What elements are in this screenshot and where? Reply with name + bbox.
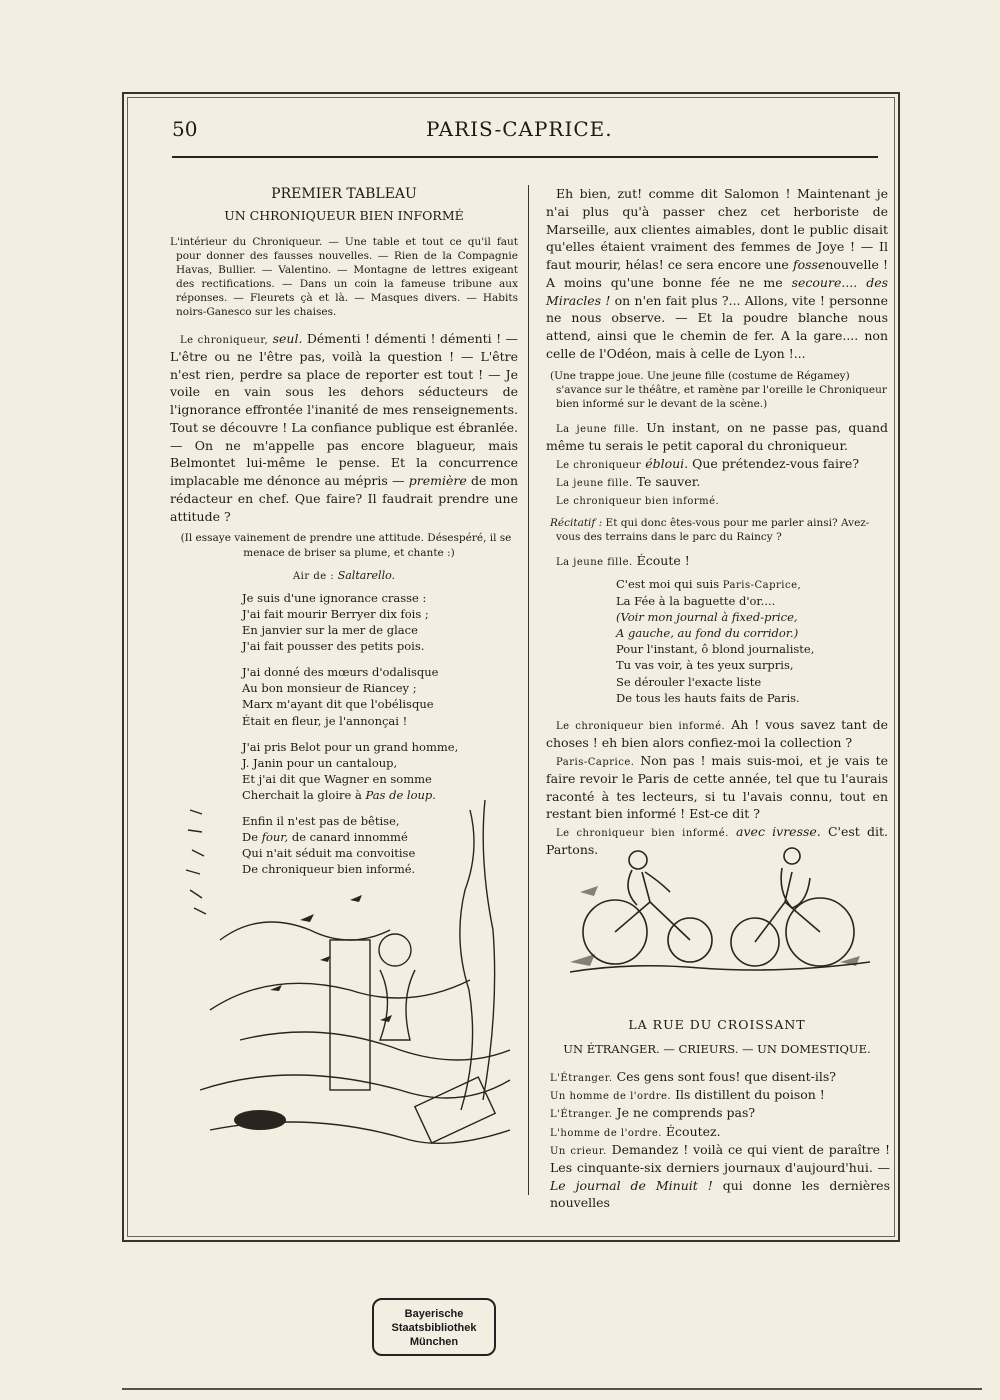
- stamp-line: Bayerische: [404, 1308, 464, 1320]
- speaker-label: L'Étranger.: [550, 1109, 613, 1121]
- verse-line: A gauche, au fond du corridor.): [616, 626, 799, 641]
- speaker-label: Le chroniqueur bien informé.: [556, 496, 720, 508]
- line-text: Ah ! vous savez tant de choses ! eh bien alors confiez-moi la collection ?: [546, 716, 888, 750]
- line-text: Écoutez.: [665, 1123, 721, 1139]
- stage-direction-inline: seul.: [272, 330, 303, 346]
- line-text: Un instant, on ne passe pas, quand même tu serais le petit caporal du chroniqueur.: [546, 420, 888, 454]
- verse-line: Pour l'instant, ô blond journaliste,: [616, 642, 815, 657]
- verse-line: De tous les hauts faits de Paris.: [616, 690, 800, 705]
- speaker-label: La jeune fille.: [556, 556, 633, 568]
- speaker-label: Un homme de l'ordre.: [550, 1091, 672, 1103]
- verse-text: Cherchait la gloire à: [242, 787, 362, 802]
- speaker-label: Le chroniqueur bien informé.: [556, 720, 726, 732]
- verse-line: Se dérouler l'exacte liste: [616, 674, 762, 689]
- right-column: [546, 185, 888, 859]
- verse-line: En janvier sur la mer de glace: [242, 623, 418, 638]
- verse-line: Était en fleur, je l'annonçai !: [242, 713, 408, 728]
- speaker-label: La jeune fille.: [556, 478, 633, 490]
- verse-line: J'ai donné des mœurs d'odalisque: [242, 665, 439, 680]
- speech-text-end: de mon rédacteur en chef. Que faire? Il faudrait prendre une attitude ?: [170, 473, 518, 524]
- text-emphasis: Le journal de Minuit !: [550, 1177, 713, 1193]
- speaker-label: Le chroniqueur bien informé.: [556, 828, 729, 840]
- speaker-label: L'Étranger.: [550, 1073, 613, 1084]
- line-text: Non pas ! mais suis-moi, et je vais te faire revoir le Paris de cette année, tel que tu l'aurais raconté à tes lecteurs, si tu l'avais connu, tout en restant bien informé ! Est-ce dit ?: [546, 752, 888, 822]
- tableau-subheading: UN CHRONIQUEUR BIEN INFORMÉ: [224, 207, 464, 223]
- speaker-label: Un crieur.: [550, 1145, 607, 1157]
- dialogue-line: [546, 455, 888, 473]
- dialogue-line: [550, 1141, 890, 1212]
- verse-text: De: [242, 830, 259, 845]
- text-emphasis: fosse: [792, 257, 826, 272]
- verse-line: De chroniqueur bien informé.: [242, 862, 416, 877]
- dialogue-line: [546, 419, 888, 455]
- column-divider: [528, 185, 529, 1195]
- text: on n'en fait plus ?... Allons, vite ! personne ne nous observe. — Et la poudre blanche nous attend, ainsi que le chemin de fer. A la gare.... non celle de l'Odéon, mais à celle de Lyon !...: [546, 292, 888, 361]
- engraving-chroniqueur-illustration: [180, 787, 525, 1180]
- air-label: [170, 568, 518, 584]
- section-title: LA RUE DU CROISSANT: [628, 1017, 806, 1032]
- line-text: Demandez ! voilà ce qui vient de paraître ! Les cinquante-six derniers journaux d'aujourd'hui. —: [550, 1141, 890, 1175]
- line-text: Te sauver.: [636, 474, 701, 490]
- verse-line: J'ai fait pousser des petits pois.: [242, 639, 425, 654]
- verse-line: J'ai fait mourir Berryer dix fois ;: [242, 606, 429, 621]
- verse-line: [616, 576, 888, 593]
- speech-text: Démenti ! démenti ! démenti ! — L'être ou ne l'être pas, voilà la question ! — L'être n'est rien, perdre sa place de reporter est tout ! — Je voile en vain sous les dehors séducteurs de l'ignorance effrontée l'inanité de mes renseignements. Tout se découvre ! La confiance publique est ébranlée. — On ne m'appelle pas encore blagueur, mais Belmontet lui-même le pense. Et la concurrence implacable me dénonce au mépris —: [170, 330, 518, 489]
- verse-line: Et j'ai dit que Wagner en somme: [242, 771, 432, 786]
- song-stanza-1: [242, 590, 518, 654]
- speaker-label: Le chroniqueur,: [180, 334, 269, 346]
- verse-line: Qui n'ait séduit ma convoitise: [242, 846, 416, 861]
- verse-emphasis: four,: [261, 830, 289, 845]
- dialogue-line: [550, 1104, 890, 1122]
- verse-line: Tu vas voir, à tes yeux surpris,: [616, 658, 794, 673]
- verse-text: C'est moi qui suis: [616, 577, 720, 592]
- tableau-heading: PREMIER TABLEAU: [271, 186, 417, 202]
- scene-description: L'intérieur du Chroniqueur. — Une table et tout ce qu'il faut pour donner des fausses nouvelles. — Rien de la Compagnie Havas, Bullier. — Valentino. — Montagne de lettres exigeant des rectifications. — Dans un coin la fameuse tribune aux réponses. — Fleurets çà et là. — Masques divers. — Habits noirs-Ganesco sur les chaises.: [170, 235, 518, 319]
- song-stanza-fee: [616, 576, 888, 706]
- dialogue-line: [550, 1086, 890, 1104]
- stage-direction: (Une trappe joue. Une jeune fille (costume de Régamey) s'avance sur le théâtre, et ramène par l'oreille le Chroniqueur bien informé sur le devant de la scène.): [550, 369, 887, 410]
- stage-direction-inline: avec ivresse.: [736, 824, 821, 840]
- dialogue-line: [546, 752, 888, 823]
- verse-emphasis: Pas de loup.: [365, 787, 436, 802]
- speaker-label: L'homme de l'ordre.: [550, 1127, 662, 1139]
- dialogue-line: [546, 473, 888, 491]
- verse-name: Paris-Caprice,: [722, 580, 802, 592]
- stamp-line: Staatsbibliothek: [391, 1321, 477, 1334]
- verse-line: Marx m'ayant dit que l'obélisque: [242, 697, 434, 712]
- verse-line: J'ai pris Belot pour un grand homme,: [242, 739, 459, 754]
- left-column: [170, 185, 518, 887]
- page-title: PARIS-CAPRICE.: [426, 117, 613, 141]
- verse-text: de canard innommé: [291, 830, 408, 845]
- library-stamp: [372, 1298, 496, 1356]
- song-stanza-2: [242, 664, 518, 728]
- stage-direction-inline: ébloui.: [645, 455, 689, 471]
- air-name: Saltarello.: [337, 568, 396, 582]
- line-text: Ces gens sont fous! que disent-ils?: [616, 1069, 836, 1084]
- bottom-rule: [122, 1388, 982, 1390]
- verse-line: J. Janin pour un cantaloup,: [242, 755, 398, 770]
- verse-line: Je suis d'une ignorance crasse :: [242, 590, 427, 605]
- line-text: Je ne comprends pas?: [616, 1105, 756, 1121]
- line-text: Que prétendez-vous faire?: [692, 455, 860, 471]
- stage-direction: (Il essaye vainement de prendre une attitude. Désespéré, il se menace de briser sa plume, et chante :): [180, 532, 512, 559]
- recitatif: [546, 516, 888, 544]
- line-text: Écoute !: [636, 552, 690, 568]
- speaker-label: La jeune fille.: [556, 424, 640, 436]
- rue-du-croissant-dialogue: [550, 1068, 890, 1212]
- verse-line: (Voir mon journal à fixed-price,: [616, 610, 798, 625]
- page-number: 50: [172, 117, 198, 141]
- speaker-label: Le chroniqueur: [556, 459, 642, 471]
- verse-line: Enfin il n'est pas de bêtise,: [242, 814, 400, 828]
- text: nouvelle ! A moins qu'une bonne fée ne me: [546, 257, 889, 290]
- text: Eh bien, zut! comme dit Salomon ! Maintenant je n'ai plus qu'à passer chez cet herboriste de Marseille, aux clientes aimables, dont le public disait qu'elles étaient vraiment des femmes de Joye ! — Il faut mourir, hélas! ce sera encore une: [546, 186, 888, 272]
- speech-emphasis: première: [408, 473, 467, 489]
- speech-chroniqueur: [170, 330, 518, 526]
- header-rule: [172, 156, 878, 158]
- section-characters: UN ÉTRANGER. — CRIEURS. — UN DOMESTIQUE.: [563, 1042, 871, 1056]
- speaker-label: Paris-Caprice.: [556, 756, 635, 768]
- dialogue-line: [546, 491, 888, 509]
- engraving-cyclists-illustration: [570, 832, 870, 982]
- stamp-line: München: [409, 1335, 459, 1348]
- monologue-paragraph: [546, 185, 888, 363]
- dialogue-line: [550, 1068, 890, 1086]
- line-text: C'est dit. Partons.: [546, 824, 888, 858]
- dialogue-line: [550, 1123, 890, 1141]
- dialogue-line: [546, 716, 888, 752]
- recitatif-label: Récitatif :: [550, 516, 603, 529]
- text-emphasis: secoure.... des Miracles !: [546, 274, 889, 308]
- air-prefix: Air de :: [292, 570, 335, 582]
- verse-line: Au bon monsieur de Riancey ;: [242, 681, 417, 696]
- line-text: Ils distillent du poison !: [675, 1087, 825, 1103]
- verse-line: La Fée à la baguette d'or....: [616, 594, 776, 609]
- recitatif-text: Et qui donc êtes-vous pour me parler ainsi? Avez-vous des terrains dans le parc du Raincy ?: [556, 516, 870, 543]
- line-text: qui donne les dernières nouvelles: [550, 1177, 890, 1211]
- dialogue-line: [546, 552, 888, 570]
